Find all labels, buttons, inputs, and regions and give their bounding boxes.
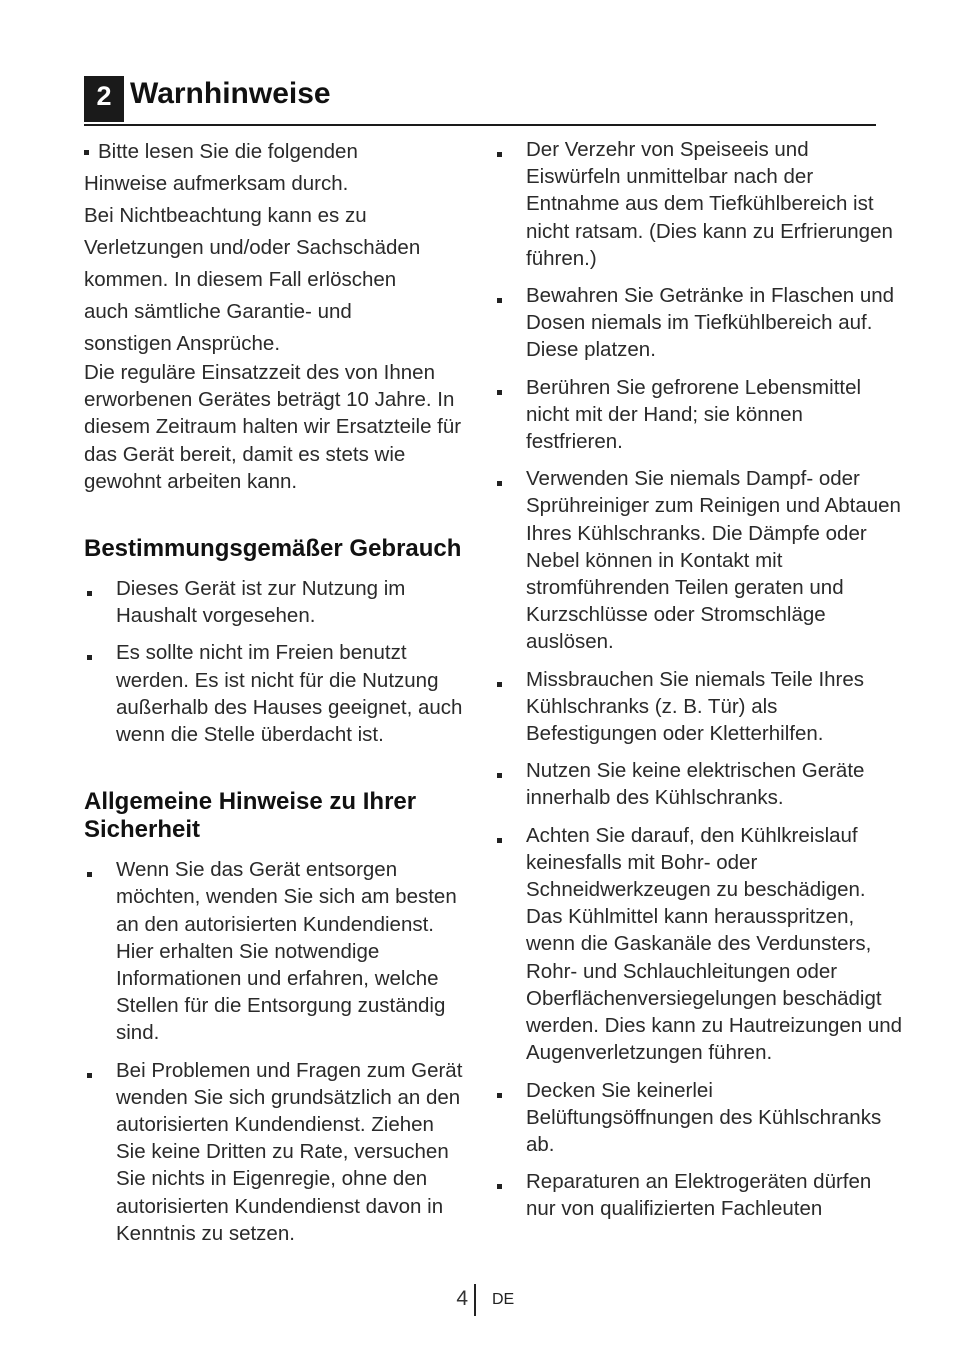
intro-line: sonstigen Ansprüche. [84, 332, 281, 355]
list-item-text: Verwenden Sie niemals Dampf- oder Sprühreiniger zum Reinigen und Abtauen Ihres Kühlschranks. Die Dämpfe oder Nebel können in Kontakt mit stromführenden Teilen geraten und Kurzschlüsse oder Stromschläge auslösen. [526, 467, 901, 654]
list-item-text: Es sollte nicht im Freien benutzt werden. Es ist nicht für die Nutzung außerhalb des Hauses geeignet, auch wenn die Stelle überdacht ist. [116, 641, 463, 747]
intro-line: auch sämtliche Garantie- und [84, 300, 352, 323]
list-item [84, 575, 469, 629]
intro-first-line [84, 136, 469, 168]
intro-line: Hinweise aufmerksam durch. [84, 172, 349, 195]
list-item [84, 1057, 469, 1247]
bullet-icon [497, 481, 502, 486]
list-item [494, 136, 904, 272]
list-item-text: Missbrauchen Sie niemals Teile Ihres Kühlschranks (z. B. Tür) als Befestigungen oder Kletterhilfen. [526, 667, 865, 746]
list-item-text: Nutzen Sie keine elektrischen Geräte innerhalb des Kühlschranks. [526, 759, 865, 810]
intro-line: Bei Nichtbeachtung kann es zu [84, 204, 367, 227]
intro-line: Verletzungen und/oder Sachschäden [84, 236, 421, 259]
list-item-text: Der Verzehr von Speiseeis und Eiswürfeln unmittelbar nach der Entnahme aus dem Tiefkühlbereich ist nicht ratsam. (Dies kann zu Erfrierungen führen.) [526, 138, 893, 270]
list-item [494, 374, 904, 456]
bullet-icon [84, 150, 89, 155]
intro-first-text: Bitte lesen Sie die folgenden [98, 140, 358, 163]
chapter-header [84, 74, 876, 126]
intended-use-list [84, 575, 469, 748]
bullet-icon [497, 1093, 502, 1098]
list-item [494, 666, 904, 748]
list-item-text: Decken Sie keinerlei Belüftungsöffnungen des Kühlschranks ab. [526, 1078, 882, 1156]
list-item-text: Dieses Gerät ist zur Nutzung im Haushalt vorgesehen. [116, 577, 406, 628]
list-item [84, 856, 469, 1046]
bullet-icon [87, 655, 92, 660]
right-column [494, 136, 904, 1223]
list-item [494, 822, 904, 1067]
list-item [494, 1168, 904, 1222]
list-item [494, 1077, 904, 1159]
bullet-icon [87, 872, 92, 877]
list-item [84, 639, 469, 748]
bullet-icon [497, 152, 502, 157]
list-item [494, 757, 904, 811]
list-item-text: Reparaturen an Elektrogeräten dürfen nur von qualifizierten Fachleuten [526, 1170, 872, 1221]
bullet-icon [87, 1073, 92, 1078]
chapter-title: Warnhinweise [130, 77, 331, 110]
list-item [494, 282, 904, 364]
bullet-icon [87, 591, 92, 596]
list-item [494, 465, 904, 655]
language-code: DE [492, 1291, 515, 1308]
bullet-icon [497, 390, 502, 395]
section-title-safety: Allgemeine Hinweise zu Ihrer Sicherheit [84, 788, 417, 844]
section-title-intended-use: Bestimmungsgemäßer Gebrauch [84, 535, 462, 563]
lifetime-paragraph: Die reguläre Einsatzzeit des von Ihnen erworbenen Gerätes beträgt 10 Jahre. In diesem Zeitraum halten wir Ersatzteile für das Gerät bereit, damit es stets wie gewohnt arbeiten kann. [84, 361, 462, 493]
safety-list [84, 856, 469, 1247]
bullet-icon [497, 1184, 502, 1189]
left-column [84, 136, 469, 1247]
chapter-number: 2 [84, 76, 124, 122]
footer-divider [474, 1284, 476, 1316]
bullet-icon [497, 773, 502, 778]
page-number: 4 [456, 1287, 468, 1310]
list-item-text: Bewahren Sie Getränke in Flaschen und Dosen niemals im Tiefkühlbereich auf. Diese platzen. [526, 284, 895, 362]
list-item-text: Achten Sie darauf, den Kühlkreislauf keinesfalls mit Bohr- oder Schneidwerkzeugen zu beschädigen. Das Kühlmittel kann herausspritzen, wenn die Gaskanäle des Verdunsters, Rohr- und Schlauchleitungen oder Oberflächenversiegelungen beschädigt werden. Dies kann zu Hautreizungen und Augenverletzungen führen. [526, 823, 903, 1065]
bullet-icon [497, 838, 502, 843]
bullet-icon [497, 682, 502, 687]
list-item-text: Bei Problemen und Fragen zum Gerät wenden Sie sich grundsätzlich an den autorisierten Kundendienst. Ziehen Sie keine Dritten zu Rate, versuchen Sie nichts in Eigenregie, ohne den autorisierten Kundendienst davon in Kenntnis zu setzen. [116, 1058, 463, 1245]
list-item-text: Wenn Sie das Gerät entsorgen möchten, wenden Sie sich am besten an den autorisierten Kundendienst. Hier erhalten Sie notwendige Informationen und erfahren, welche Stellen für die Entsorgung zuständig sind. [116, 858, 457, 1045]
list-item-text: Berühren Sie gefrorene Lebensmittel nicht mit der Hand; sie können festfrieren. [526, 375, 862, 454]
safety-list-continued [494, 136, 904, 1223]
bullet-icon [497, 298, 502, 303]
intro-line: kommen. In diesem Fall erlöschen [84, 268, 397, 291]
